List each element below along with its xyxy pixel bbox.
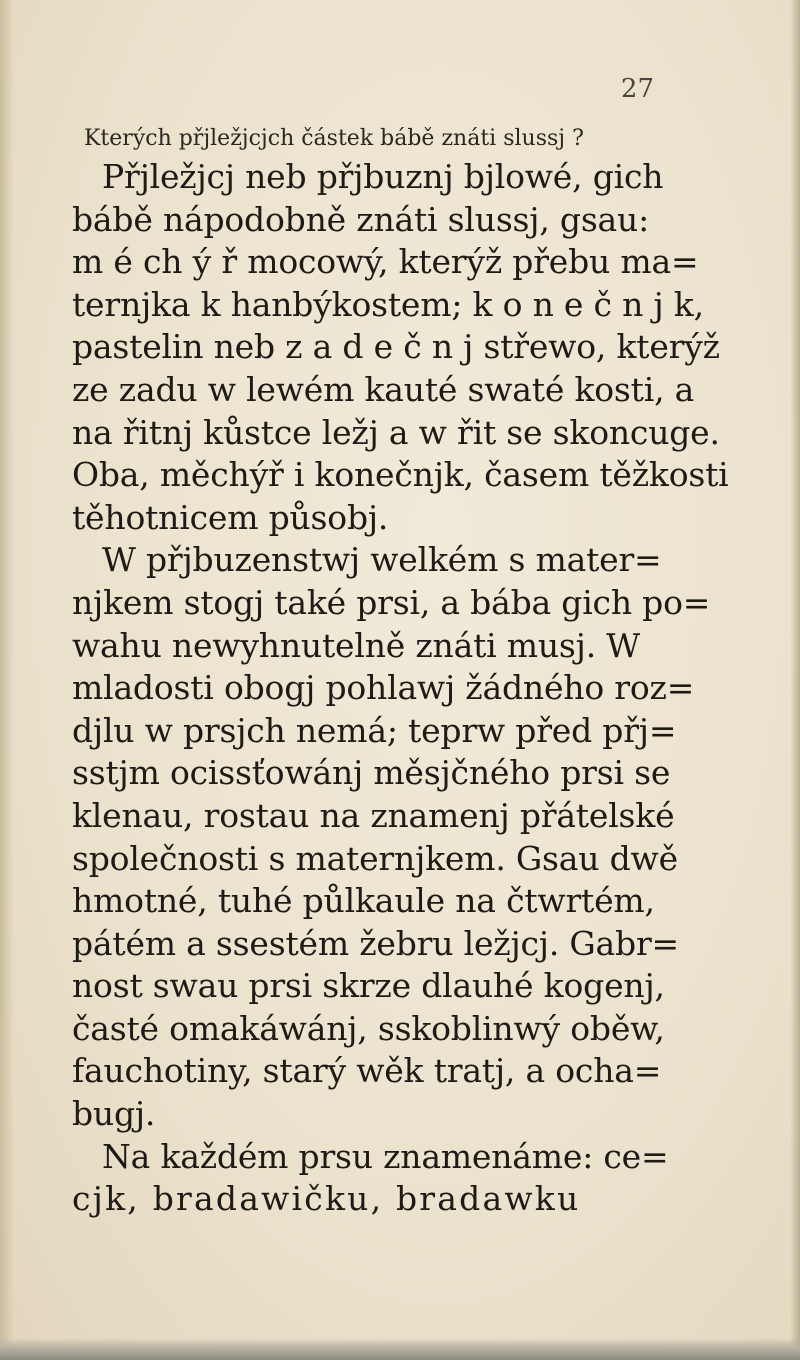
page-number: 27 (620, 74, 654, 104)
text-line: těhotnicem působj. (72, 497, 389, 537)
text-line: hmotné, tuhé půlkaule na čtwrtém, (72, 881, 655, 921)
page-bottom-edge (0, 1338, 800, 1360)
text-line: časté omakáwánj, sskoblinwý oběw, (72, 1008, 665, 1048)
text-line: fauchotiny, starý wěk tratj, a ocha= (72, 1051, 662, 1091)
section-heading: Kterých přjležjcjch částek bábě znáti slussj ? (84, 126, 584, 151)
text-line: Oba, měchýř i konečnjk, časem těžkosti (72, 455, 729, 495)
page-right-edge (790, 0, 800, 1360)
text-line: wahu newyhnutelně znáti musj. W (72, 625, 640, 665)
page-gutter-shadow (0, 0, 14, 1360)
text-line: njkem stogj také prsi, a bába gich po= (72, 582, 711, 622)
body-text (72, 122, 729, 1221)
text-line: nost swau prsi skrze dlauhé kogenj, (72, 966, 665, 1006)
text-line: na řitnj kůstce ležj a w řit se skoncuge. (72, 412, 720, 452)
text-line: mladosti obogj pohlawj žádného roz= (72, 668, 695, 708)
text-line: Na každém prsu znamenáme: ce= (102, 1136, 669, 1176)
text-line: bugj. (72, 1094, 156, 1134)
text-line: pastelin neb z a d e č n j střewo, kterýž (72, 327, 720, 367)
text-line: m é ch ý ř mocowý, kterýž přebu ma= (72, 242, 699, 282)
text-line: společnosti s maternjkem. Gsau dwě (72, 838, 678, 878)
text-line: bábě nápodobně znáti slussj, gsau: (72, 199, 650, 239)
text-line: pátém a ssestém žebru ležjcj. Gabr= (72, 923, 679, 963)
text-line: sstjm ocissťowánj měsjčného prsi se (72, 753, 671, 793)
text-line: ternjka k hanbýkostem; k o n e č n j k, (72, 284, 704, 324)
text-line: cjk, bradawičku, bradawku (72, 1179, 581, 1219)
text-line: klenau, rostau na znamenj přátelské (72, 795, 675, 835)
text-line: Přjležjcj neb přjbuznj bjlowé, gich (102, 157, 664, 196)
text-line: W přjbuzenstwj welkém s mater= (102, 540, 662, 580)
text-line: djlu w prsjch nemá; teprw před přj= (72, 710, 677, 750)
text-line: ze zadu w lewém kauté swaté kosti, a (72, 369, 695, 409)
